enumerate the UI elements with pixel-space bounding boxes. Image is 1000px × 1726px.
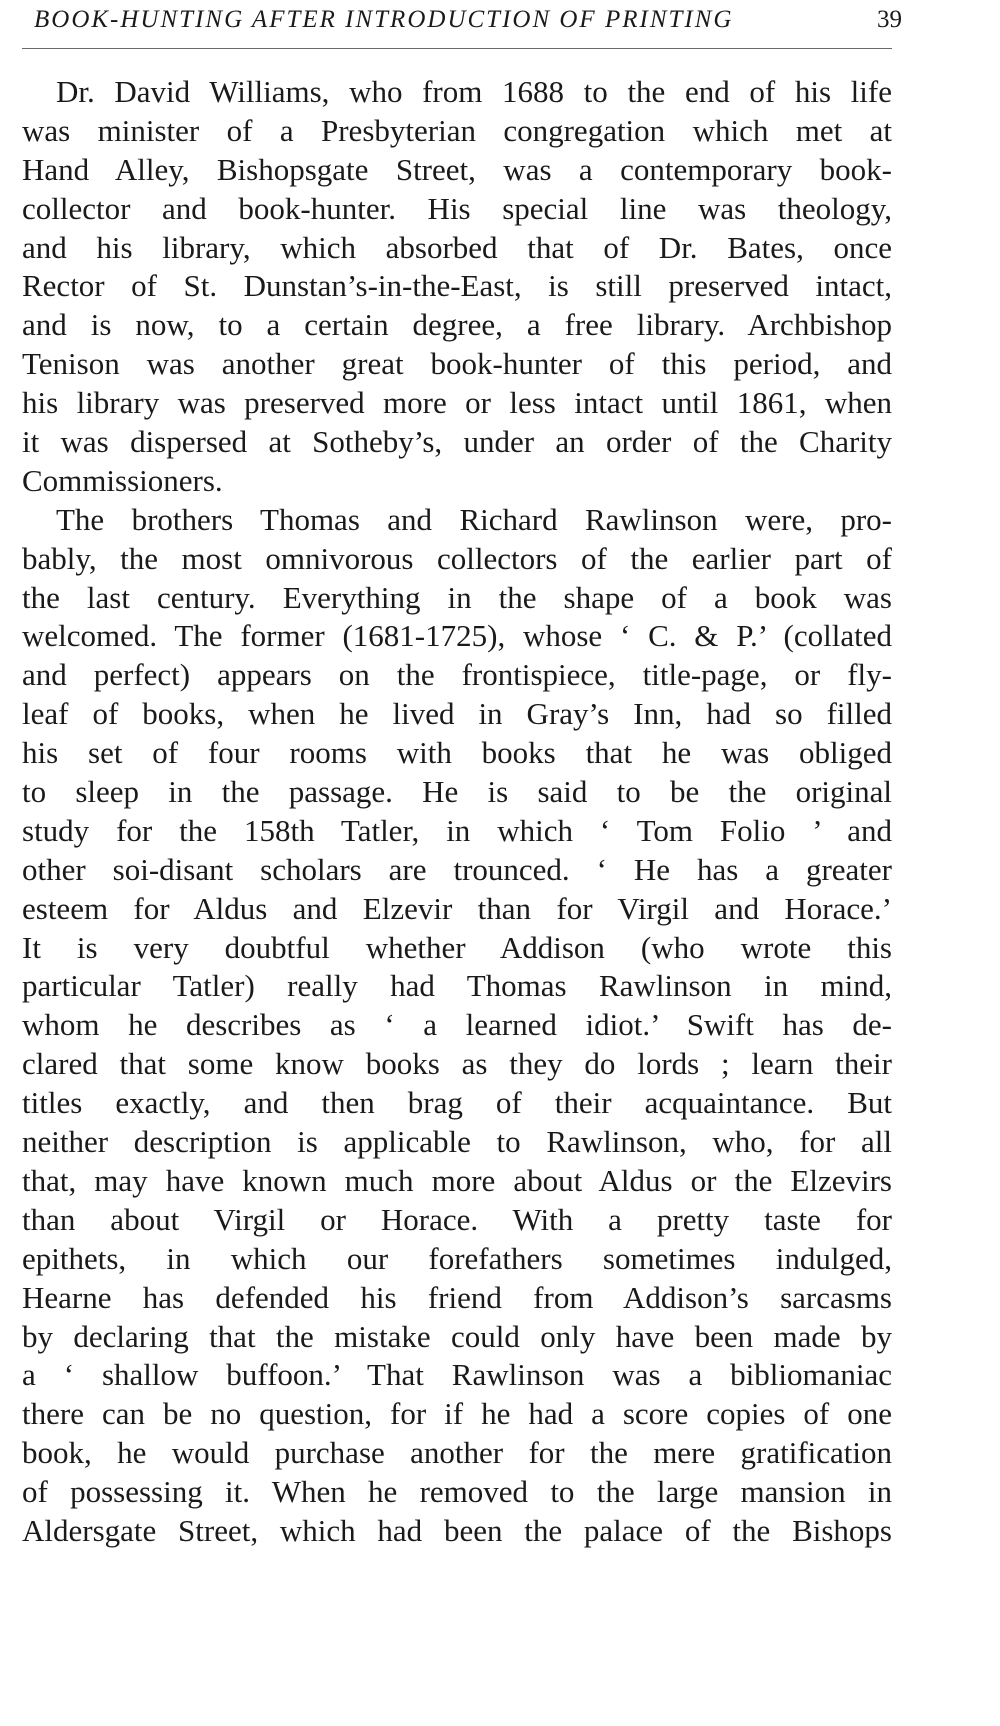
text-line: Hearne has defended his friend from Addison’s sarcasms <box>22 1279 892 1315</box>
text-line: collector and book-hunter. His special line was theology, <box>22 190 892 226</box>
text-line: his set of four rooms with books that he was obliged <box>22 735 892 771</box>
text-line: The brothers Thomas and Richard Rawlinson were, pro- <box>56 501 892 537</box>
text-line: epithets, in which our forefathers sometimes indulged, <box>22 1240 892 1276</box>
text-line: particular Tatler) really had Thomas Rawlinson in mind, <box>22 968 892 1004</box>
text-line: and perfect) appears on the frontispiece, title-page, or fly- <box>22 657 892 693</box>
text-line: leaf of books, when he lived in Gray’s Inn, had so filled <box>22 696 892 732</box>
text-line: neither description is applicable to Rawlinson, who, for all <box>22 1124 892 1160</box>
text-line: welcomed. The former (1681-1725), whose ‘ C. & P.’ (collated <box>22 618 892 654</box>
text-line: study for the 158th Tatler, in which ‘ Tom Folio ’ and <box>22 812 892 848</box>
text-line: It is very doubtful whether Addison (who wrote this <box>22 929 892 965</box>
text-line: the last century. Everything in the shape of a book was <box>22 579 892 615</box>
page-number: 39 <box>877 6 902 33</box>
text-line: it was dispersed at Sotheby’s, under an order of the Charity <box>22 424 892 460</box>
text-line: his library was preserved more or less intact until 1861, when <box>22 385 892 421</box>
text-line: and is now, to a certain degree, a free library. Archbishop <box>22 307 892 343</box>
text-line: that, may have known much more about Aldus or the Elzevirs <box>22 1162 892 1198</box>
text-line: Aldersgate Street, which had been the palace of the Bishops <box>22 1512 892 1548</box>
running-head <box>22 0 902 49</box>
text-line: a ‘ shallow buffoon.’ That Rawlinson was a bibliomaniac <box>22 1357 892 1393</box>
text-line: Dr. David Williams, who from 1688 to the end of his life <box>56 74 892 109</box>
book-page <box>22 0 902 1551</box>
text-line: by declaring that the mistake could only have been made by <box>22 1318 892 1354</box>
text-line: other soi-disant scholars are trounced. ‘ He has a greater <box>22 851 892 887</box>
text-line: and his library, which absorbed that of Dr. Bates, once <box>22 229 892 265</box>
text-line: titles exactly, and then brag of their acquaintance. But <box>22 1085 892 1121</box>
text-line: bably, the most omnivorous collectors of the earlier part of <box>22 540 892 576</box>
text-line: Commissioners. <box>22 462 223 498</box>
text-line: clared that some know books as they do lords ; learn their <box>22 1046 892 1082</box>
text-line: esteem for Aldus and Elzevir than for Virgil and Horace.’ <box>22 890 892 926</box>
text-line: Tenison was another great book-hunter of this period, and <box>22 346 892 382</box>
text-line: book, he would purchase another for the mere gratification <box>22 1435 892 1471</box>
text-line: Hand Alley, Bishopsgate Street, was a contemporary book- <box>22 151 892 187</box>
text-line: of possessing it. When he removed to the large mansion in <box>22 1474 892 1510</box>
body-text <box>22 49 892 1551</box>
text-line: there can be no question, for if he had a score copies of one <box>22 1396 892 1432</box>
text-line: was minister of a Presbyterian congregation which met at <box>22 112 892 148</box>
text-line: than about Virgil or Horace. With a pretty taste for <box>22 1201 892 1237</box>
text-line: Rector of St. Dunstan’s-in-the-East, is still preserved intact, <box>22 268 892 304</box>
text-line: whom he describes as ‘ a learned idiot.’ Swift has de- <box>22 1007 892 1043</box>
text-line: to sleep in the passage. He is said to be the original <box>22 774 892 810</box>
running-title: BOOK-HUNTING AFTER INTRODUCTION OF PRINTING <box>34 6 734 33</box>
